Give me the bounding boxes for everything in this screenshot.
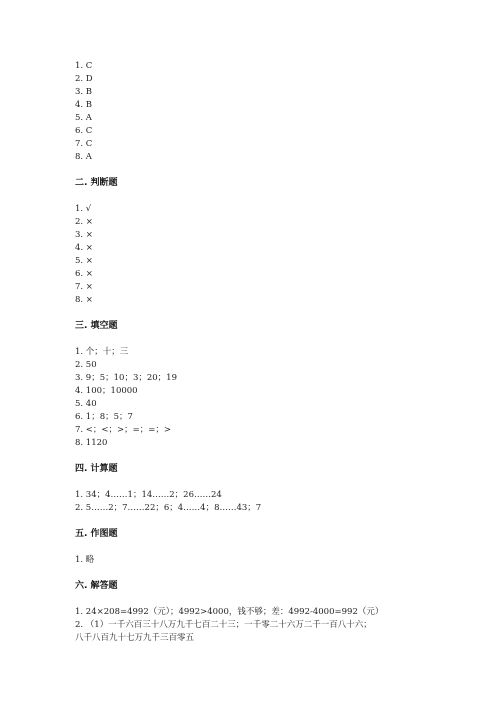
answer-item: 5. 40 (75, 399, 97, 409)
answer-item: 1. 个；十；三 (75, 347, 129, 357)
answer-item: 3. B (75, 87, 93, 97)
section-heading-word-problems: 六. 解答题 (75, 581, 118, 591)
answer-item: 7. <；<；>；=；=；> (75, 425, 172, 435)
answer-item: 6. C (75, 126, 93, 136)
answer-item: 2. × (75, 217, 93, 227)
answer-item: 5. × (75, 256, 93, 266)
judgement-answers (75, 203, 475, 307)
answer-item: 5. A (75, 113, 92, 123)
answer-item: 6. 1；8；5；7 (75, 412, 133, 422)
section-heading-drawing: 五. 作图题 (75, 529, 118, 539)
calculation-answers (75, 489, 475, 515)
drawing-answers (75, 554, 475, 567)
answer-item: 7. × (75, 282, 93, 292)
answer-item: 3. × (75, 230, 93, 240)
section-heading-calculation: 四. 计算题 (75, 464, 118, 474)
answer-item: 4. 100；10000 (75, 386, 138, 396)
answer-item: 3. 9；5；10；3；20；19 (75, 373, 177, 383)
answer-item: 6. × (75, 269, 93, 279)
answer-item: 2. 5……2；7……22；6；4……4；8……43；7 (75, 503, 262, 513)
section-heading-judgement: 二. 判断题 (75, 178, 118, 188)
answer-item: 8. 1120 (75, 438, 108, 448)
answer-item: 2. D (75, 74, 93, 84)
answer-item: 八千八百九十七万九千三百零五 (75, 633, 195, 643)
answer-item: 2. 50 (75, 360, 97, 370)
answer-item: 1. 34；4……1；14……2；26……24 (75, 490, 222, 500)
answer-item: 7. C (75, 139, 93, 149)
answer-sheet (75, 60, 475, 645)
answer-item: 8. × (75, 295, 93, 305)
answer-item: 2. （1）一千六百三十八万九千七百二十三；一千零二十六万二千一百八十六； (75, 620, 372, 630)
answer-item: 8. A (75, 152, 92, 162)
word-problem-answers (75, 606, 475, 645)
answer-item: 1. 略 (75, 555, 95, 565)
answer-item: 1. 24×208=4992（元）；4992>4000，钱不够；差：4992-4000=992（元） (75, 607, 384, 617)
choice-answers (75, 60, 475, 164)
section-heading-fill-blank: 三. 填空题 (75, 321, 118, 331)
answer-item: 4. B (75, 100, 93, 110)
fill-blank-answers (75, 346, 475, 450)
answer-item: 1. C (75, 61, 93, 71)
answer-item: 4. × (75, 243, 93, 253)
answer-item: 1. √ (75, 204, 92, 214)
